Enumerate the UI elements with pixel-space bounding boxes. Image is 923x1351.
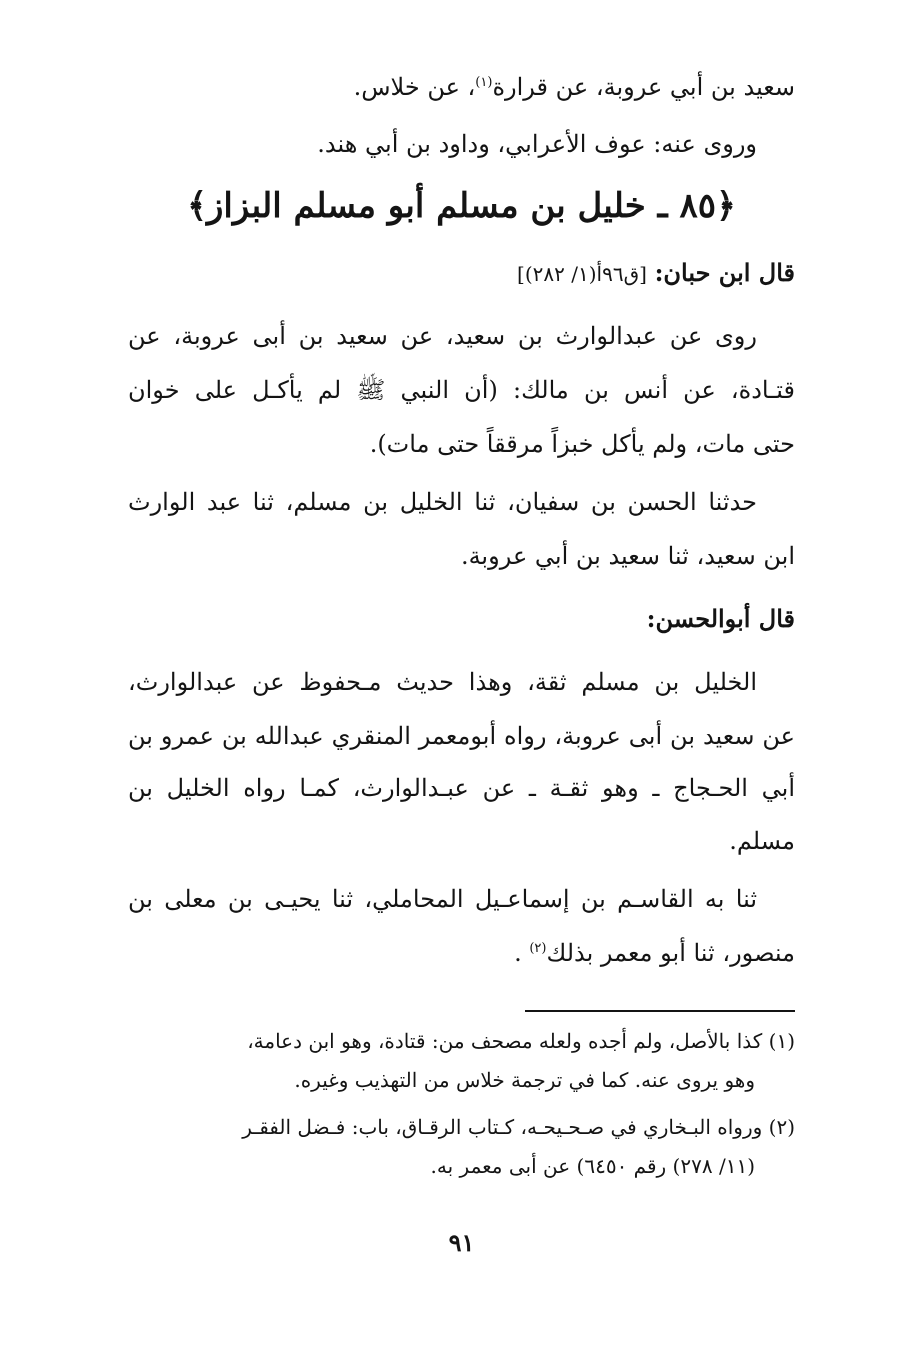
paragraph-line: عن سعيد بن أبى عروبة، رواه أبومعمر المنقري عبدالله بن عمرو بن xyxy=(128,722,795,750)
paragraph-line: الخليل بن مسلم ثقة، وهذا حديث مـحفوظ عن عبدالوارث، xyxy=(128,668,757,696)
text-segment: ، عن خلاس. xyxy=(353,73,476,101)
footnote-2-line-1: (٢) ورواه البـخاري في صـحـيحـه، كـتاب الرقـاق، باب: فـضل الفقـر xyxy=(242,1115,795,1139)
paragraph-line: روى عن عبدالوارث بن سعيد، عن سعيد بن أبى عروبة، عن xyxy=(128,322,757,350)
text-line-1 xyxy=(128,72,795,102)
footnote-2-line-2: (١١/ ٢٧٨) رقم ٦٤٥٠) عن أبى معمر به. xyxy=(430,1154,755,1178)
footnote-marker-1[interactable]: (١) xyxy=(475,75,493,90)
paragraph-line: ابن سعيد، ثنا سعيد بن أبي عروبة. xyxy=(460,542,795,570)
text-segment: . xyxy=(514,939,530,967)
entry-title: ﴿٨٥ ـ خليل بن مسلم أبو مسلم البزاز﴾ xyxy=(187,186,736,226)
paragraph-line-last xyxy=(128,938,795,968)
paragraph-line: حتى مات، ولم يأكل خبزاً مرققاً حتى مات). xyxy=(369,430,795,458)
ibn-hibban-header xyxy=(128,258,795,289)
ibn-hibban-label: قال ابن حبان: xyxy=(654,258,795,287)
abul-hasan-label: قال أبوالحسن: xyxy=(646,604,795,633)
text-segment: سعيد بن أبي عروبة، عن قرارة xyxy=(492,73,795,101)
manuscript-ref: [ق٩٦أ(١/ ٢٨٢)] xyxy=(517,262,647,286)
paragraph-line: مسلم. xyxy=(729,827,795,855)
footnote-marker-2[interactable]: (٢) xyxy=(529,941,547,956)
footnote-divider xyxy=(525,1010,795,1012)
paragraph-line: قتـادة، عن أنس بن مالك: (أن النبي ﷺ لم يأكـل على خوان xyxy=(128,376,795,404)
paragraph-line: ثنا به القاسـم بن إسماعـيل المحاملي، ثنا يحيـى بن معلى بن xyxy=(128,885,757,913)
footnote-1-line-1: (١) كذا بالأصل، ولم أجده ولعله مصحف من: قتادة، وهو ابن دعامة، xyxy=(247,1029,795,1053)
paragraph-line: حدثنا الحسن بن سفيان، ثنا الخليل بن مسلم، ثنا عبد الوارث xyxy=(128,488,757,516)
paragraph-line: أبي الحـجاج ـ وهو ثقـة ـ عن عبـدالوارث، كمـا رواه الخليل بن xyxy=(128,774,795,802)
text-line-2: وروى عنه: عوف الأعرابي، وداود بن أبي هند. xyxy=(317,130,757,158)
page-number: ٩١ xyxy=(448,1228,475,1257)
footnote-1-line-2: وهو يروى عنه. كما في ترجمة خلاس من التهذيب وغيره. xyxy=(294,1068,755,1092)
text-segment: منصور، ثنا أبو معمر بذلك xyxy=(546,939,795,967)
